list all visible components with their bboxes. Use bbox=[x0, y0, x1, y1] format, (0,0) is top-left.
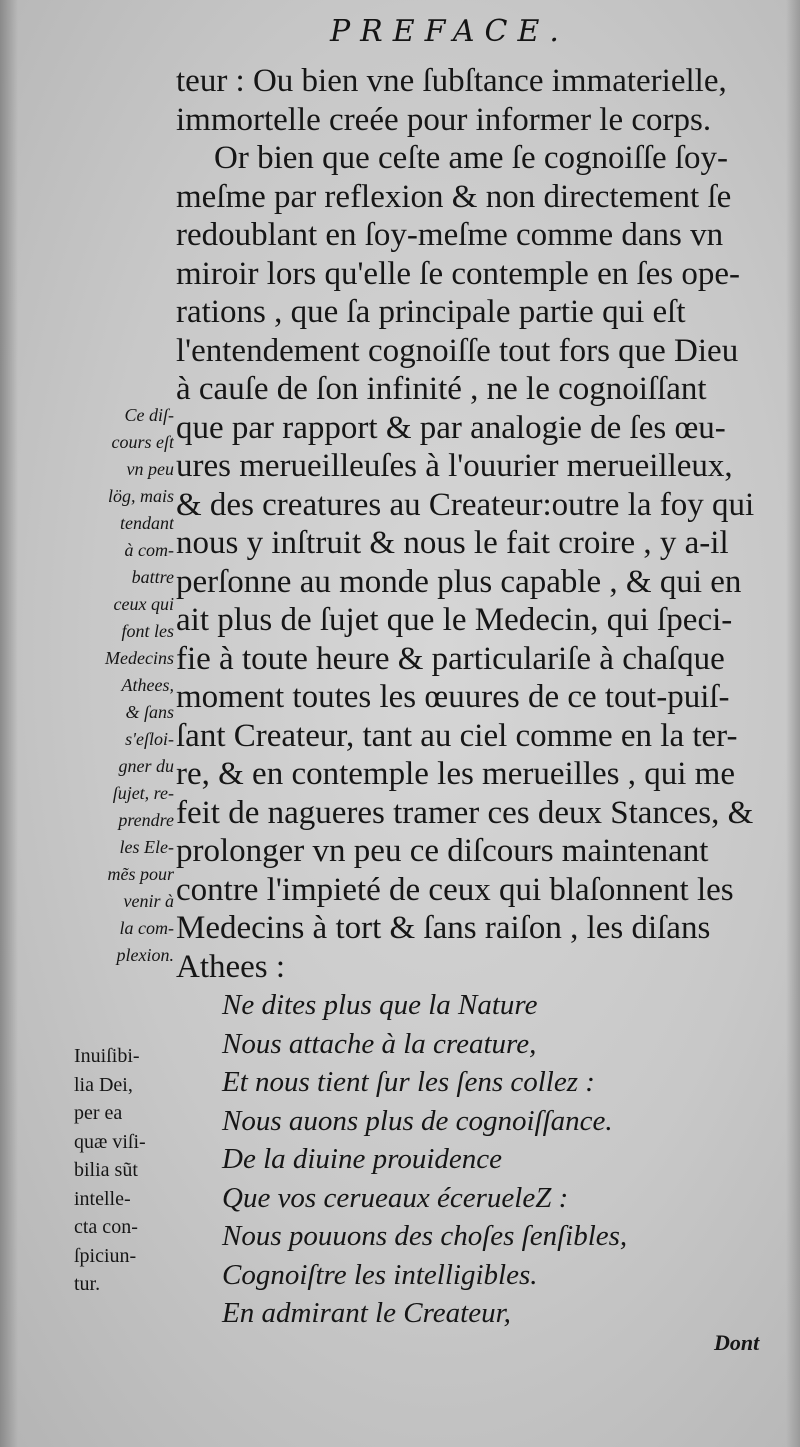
verse-line: Nous auons plus de cognoiſſance. bbox=[222, 1104, 613, 1137]
margin-line: bilia sũt bbox=[74, 1159, 138, 1181]
text-line: miroir lors qu'elle ſe contemple en ſes ope- bbox=[176, 255, 741, 292]
verse-line: Cognoiſtre les intelligibles. bbox=[222, 1258, 538, 1291]
margin-line: Medecins bbox=[105, 648, 174, 668]
text-line: Medecins à tort & ſans raiſon , les diſans bbox=[176, 910, 711, 946]
verse-line: Nous attache à la creature, bbox=[222, 1027, 537, 1060]
margin-line: battre bbox=[131, 567, 174, 587]
verse-line: Et nous tient ſur les ſens collez : bbox=[222, 1066, 595, 1098]
text-line: que par rapport & par analogie de ſes œu- bbox=[176, 409, 726, 446]
verse-line: Nous pouuons des choſes ſenſibles, bbox=[222, 1220, 628, 1252]
margin-line: plexion. bbox=[116, 945, 174, 965]
text-line: contre l'impieté de ceux qui blaſonnent les bbox=[176, 871, 734, 908]
text-line: à cauſe de ſon infinité , ne le cognoiſſant bbox=[176, 371, 707, 407]
text-line: nous y inſtruit & nous le fait croire , y a-il bbox=[176, 525, 729, 561]
marginal-note bbox=[70, 402, 174, 969]
verse-line: Que vos cerueaux écerueleZ : bbox=[222, 1181, 569, 1214]
text-line: re, & en contemple les merueilles , qui me bbox=[176, 756, 735, 792]
text-line: & des creatures au Createur:outre la foy qui bbox=[176, 486, 755, 523]
margin-line: intelle- bbox=[74, 1187, 131, 1210]
margin-line: per ea bbox=[74, 1102, 123, 1124]
marginal-latin-citation bbox=[74, 1042, 178, 1299]
margin-line: venir à bbox=[123, 891, 174, 911]
gutter-shadow bbox=[0, 0, 18, 1447]
text-line: ures merueilleuſes à l'ouurier merueilleux, bbox=[176, 448, 733, 484]
margin-line: tur. bbox=[74, 1273, 101, 1295]
text-line: fie à toute heure & particulariſe à chaſque bbox=[176, 640, 725, 677]
text-line: l'entendement cognoiſſe tout fors que Dieu bbox=[176, 332, 739, 369]
margin-line: mẽs pour bbox=[107, 864, 174, 884]
main-text-block bbox=[176, 62, 772, 1333]
running-header: PREFACE. bbox=[330, 14, 569, 49]
text-line: rations , que ſa principale partie qui eſt bbox=[176, 294, 686, 330]
margin-line: ſujet, re- bbox=[112, 783, 174, 803]
catchword: Dont bbox=[714, 1330, 760, 1355]
text-line: moment toutes les œuures de ce tout-puiſ- bbox=[176, 679, 730, 715]
text-line: meſme par reflexion & non directement ſe bbox=[176, 178, 732, 215]
text-line: perſonne au monde plus capable , & qui en bbox=[176, 563, 742, 600]
text-line: Or bien que ceſte ame ſe cognoiſſe ſoy- bbox=[214, 140, 729, 176]
margin-line: lia Dei, bbox=[74, 1073, 133, 1096]
margin-line: vn peu bbox=[126, 459, 174, 479]
text-line: redoublant en ſoy-meſme comme dans vn bbox=[176, 217, 724, 253]
text-line: prolonger vn peu ce diſcours maintenant bbox=[176, 833, 709, 869]
text-line: immortelle creée pour informer le corps. bbox=[176, 101, 712, 138]
verse-line: De la diuine prouidence bbox=[222, 1143, 502, 1175]
margin-line: ceux qui bbox=[113, 594, 174, 614]
margin-line: Inuiſibi- bbox=[74, 1045, 140, 1067]
margin-line: quæ viſi- bbox=[74, 1130, 146, 1153]
margin-line: tendant bbox=[120, 513, 174, 533]
margin-line: prendre bbox=[118, 810, 174, 830]
margin-line: Ce diſ- bbox=[124, 405, 174, 425]
margin-line: s'eſloi- bbox=[125, 729, 174, 749]
page-edge-shadow bbox=[786, 0, 800, 1447]
margin-line: ſpiciun- bbox=[74, 1244, 137, 1267]
text-line: ſant Createur, tant au ciel comme en la ter- bbox=[176, 717, 738, 754]
margin-line: & ſans bbox=[125, 702, 174, 722]
text-line: feit de nagueres tramer ces deux Stances, & bbox=[176, 794, 754, 831]
text-line: Athees : bbox=[176, 948, 286, 985]
margin-line: à com- bbox=[124, 540, 174, 560]
margin-line: Athees, bbox=[121, 675, 174, 695]
margin-line: gner du bbox=[118, 756, 174, 776]
verse-line: En admirant le Createur, bbox=[222, 1297, 511, 1329]
margin-line: cta con- bbox=[74, 1216, 138, 1238]
margin-line: lög, mais bbox=[107, 486, 174, 506]
margin-line: la com- bbox=[119, 918, 174, 938]
text-line: ait plus de ſujet que le Medecin, qui ſpeci- bbox=[176, 602, 733, 638]
verse-line: Ne dites plus que la Nature bbox=[222, 989, 538, 1021]
margin-line: les Ele- bbox=[119, 837, 174, 857]
text-line: teur : Ou bien vne ſubſtance immaterielle, bbox=[176, 63, 727, 99]
margin-line: font les bbox=[121, 621, 174, 641]
margin-line: cours eſt bbox=[111, 432, 174, 452]
